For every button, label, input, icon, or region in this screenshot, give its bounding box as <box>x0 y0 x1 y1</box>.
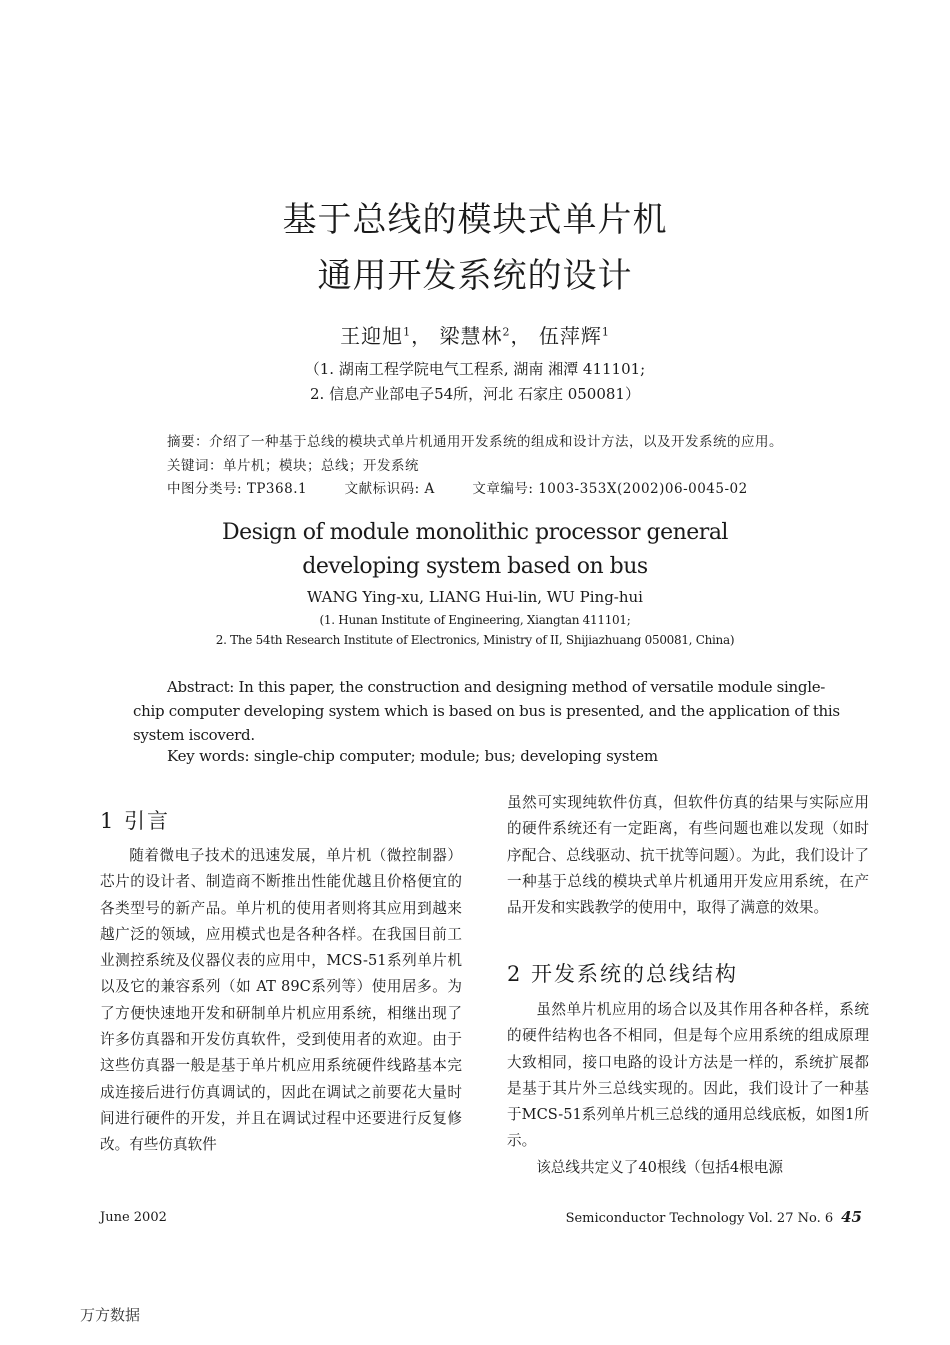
english-affiliation-line2: 2. The 54th Research Institute of Electronics, Ministry of II, Shijiazhuang 050081, China) <box>215 633 735 647</box>
section1-paragraph1: 随着微电子技术的迅速发展，单片机（微控制器）芯片的设计者、制造商不断推出性能优越且价格便宜的各类型号的新产品。单片机的使用者则将其应用到越来越广泛的领域，应用模式也是各种各样。在我国目前工业测控系统及仪器仪表的应用中，MCS-51系列单片机以及它的兼容系列（如 AT 89C系列等）使用居多。为了方便快速地开发和研制单片机应用系统，相继出现了许多仿真器和开发仿真软件，受到使用者的欢迎。由于这些仿真器一般是基于单片机应用系统硬件线路基本完成连接后进行仿真调试的，因此在调试之前要花大量时间进行硬件的开发，并且在调试过程中还要进行反复修改。有些仿真软件 <box>100 847 462 1154</box>
author-separator: ， <box>510 324 532 348</box>
english-title-line1: Design of module monolithic processor general <box>222 520 728 545</box>
english-keywords: Key words: single-chip computer; module; bus; developing system <box>167 747 658 765</box>
keywords-cn: 关键词：单片机；模块；总线；开发系统 <box>167 458 419 474</box>
paper-title-line2: 通用开发系统的设计 <box>317 256 633 296</box>
author-name: 梁慧林 <box>439 324 503 348</box>
section2-paragraph2: 该总线共定义了40根线（包括4根电源 <box>536 1158 783 1176</box>
footer-date: June 2002 <box>100 1210 167 1225</box>
affiliation-line2: 2. 信息产业部电子54所，河北 石家庄 050081） <box>310 385 640 403</box>
section2-heading: 2 开发系统的总线结构 <box>507 962 739 986</box>
author-list <box>0 320 950 349</box>
author-affil-mark: 2 <box>502 325 511 339</box>
clc-number: 中图分类号: TP368.1 <box>167 481 308 497</box>
section1-heading: 1 引言 <box>100 809 171 833</box>
journal-name: Semiconductor Technology Vol. 27 No. 6 <box>565 1211 834 1226</box>
english-authors: WANG Ying-xu, LIANG Hui-lin, WU Ping-hui <box>307 588 643 606</box>
right-column-bottom <box>507 997 869 1181</box>
section2-paragraph1: 虽然单片机应用的场合以及其作用各种各样，系统的硬件结构也各不相同，但是每个应用系统的组成原理大致相同，接口电路的设计方法是一样的，系统扩展都是基于其片外三总线实现的。因此，我们设计了一种基于MCS-51系列单片机三总线的通用总线底板，如图1所示。 <box>507 1001 869 1150</box>
paper-title-line1: 基于总线的模块式单片机 <box>282 200 668 240</box>
author-name: 王迎旭 <box>340 324 404 348</box>
article-number: 文章编号: 1003-353X(2002)06-0045-02 <box>472 481 748 497</box>
english-abstract <box>133 675 853 747</box>
right-column-top <box>507 790 869 921</box>
left-column <box>100 843 462 1159</box>
english-abstract-text: Abstract: In this paper, the construction and designing method of versatile module single-chip computer developing system which is based on bus is presented, and the application of this system iscoverd. <box>133 678 840 744</box>
author-name: 伍萍辉 <box>538 324 602 348</box>
document-code: 文献标识码: A <box>344 481 435 497</box>
section1-paragraph2: 虽然可实现纯软件仿真，但软件仿真的结果与实际应用的硬件系统还有一定距离，有些问题也难以发现（如时序配合、总线驱动、抗干扰等问题）。为此，我们设计了一种基于总线的模块式单片机通用开发应用系统，在产品开发和实践教学的使用中，取得了满意的效果。 <box>507 794 869 917</box>
watermark-text: 万方数据 <box>80 1306 141 1324</box>
author-affil-mark: 1 <box>601 325 610 339</box>
affiliation-line1: （1. 湖南工程学院电气工程系, 湖南 湘潭 411101; <box>304 360 646 378</box>
english-title-line2: developing system based on bus <box>302 554 648 579</box>
author-affil-mark: 1 <box>403 325 412 339</box>
classification-line <box>167 477 748 497</box>
author-separator: ， <box>411 324 433 348</box>
footer-journal <box>566 1208 862 1226</box>
english-affiliation-line1: (1. Hunan Institute of Engineering, Xiangtan 411101; <box>319 613 631 627</box>
page-number: 45 <box>841 1208 862 1226</box>
abstract-cn: 摘要：介绍了一种基于总线的模块式单片机通用开发系统的组成和设计方法，以及开发系统的应用。 <box>167 434 783 450</box>
